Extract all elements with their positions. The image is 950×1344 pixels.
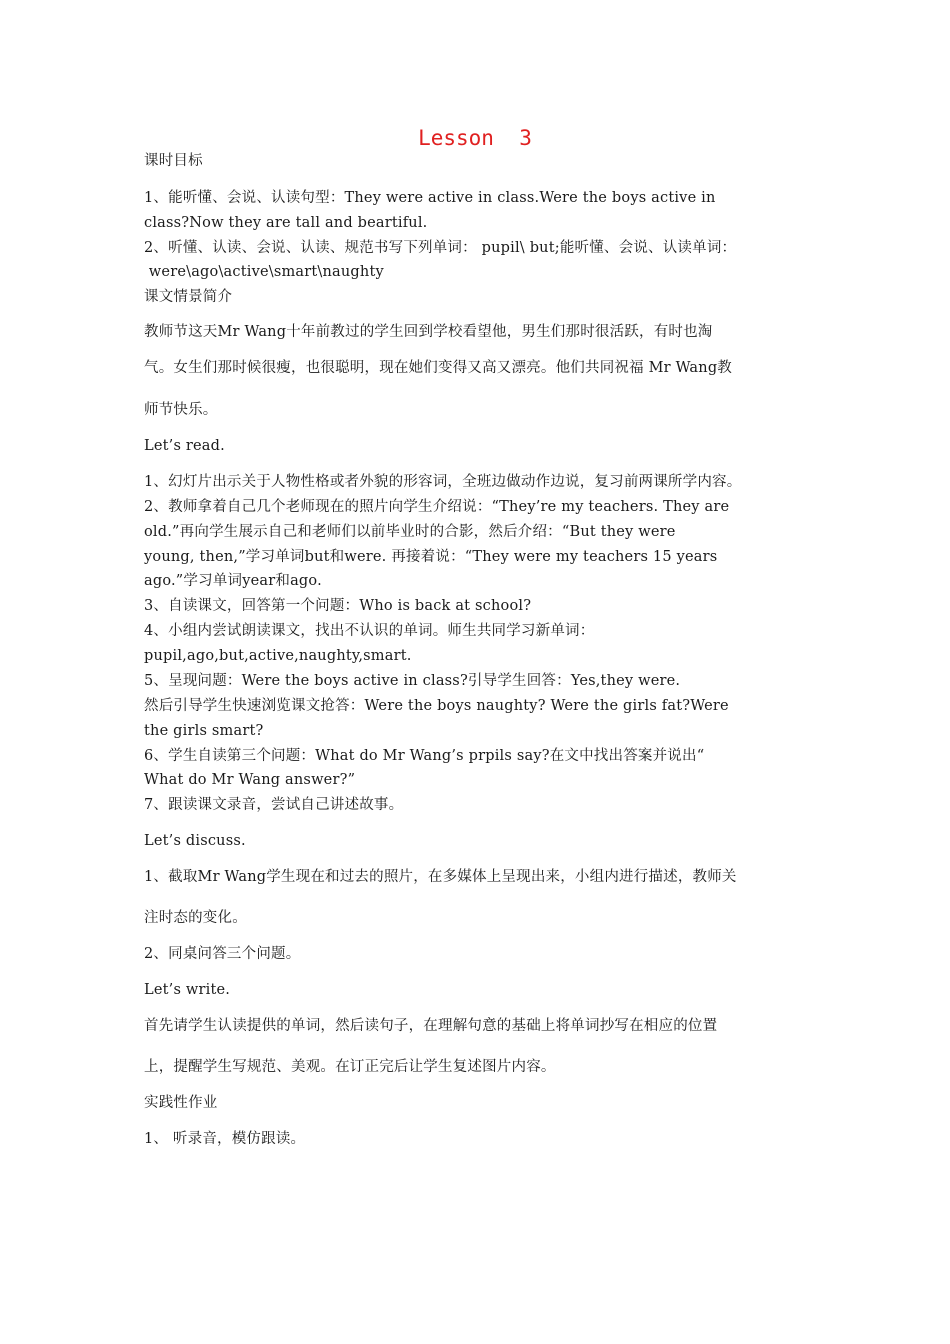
section-heading-discuss: Let’s discuss. <box>144 833 246 849</box>
read-step-line: 4、小组内尝试朗读课文，找出不认识的单词。师生共同学习新单词： <box>144 623 595 639</box>
section-heading-read: Let’s read. <box>144 438 225 454</box>
intro-line: 师节快乐。 <box>144 402 218 418</box>
objective-line: were\ago\active\smart\naughty <box>144 264 384 280</box>
objective-line: 1、能听懂、会说、认读句型：They were active in class.Were the boys active in <box>144 190 716 206</box>
read-step-line: 6、学生自读第三个问题：What do Mr Wang’s prpils say?在文中找出答案并说出“ <box>144 748 705 764</box>
section-heading-homework: 实践性作业 <box>144 1095 218 1111</box>
discuss-step-line: 1、截取Mr Wang学生现在和过去的照片，在多媒体上呈现出来，小组内进行描述，教师关 <box>144 869 737 885</box>
read-step-line: What do Mr Wang answer?” <box>144 772 356 788</box>
read-step-line: pupil,ago,but,active,naughty,smart. <box>144 648 412 664</box>
intro-line: 教师节这天Mr Wang十年前教过的学生回到学校看望他，男生们那时很活跃，有时也淘 <box>144 324 713 340</box>
homework-line: 1、 听录音，模仿跟读。 <box>144 1131 306 1147</box>
read-step-line: old.”再向学生展示自己和老师们以前毕业时的合影，然后介绍：“But they were <box>144 524 676 540</box>
objective-line: class?Now they are tall and beartiful. <box>144 215 428 231</box>
read-step-line: ago.”学习单词year和ago. <box>144 573 322 589</box>
read-step-line: 3、自读课文，回答第一个问题：Who is back at school? <box>144 598 532 614</box>
objective-line: 2、听懂、认读、会说、认读、规范书写下列单词： pupil\ but;能听懂、会说、认读单词： <box>144 240 737 256</box>
read-step-line: 然后引导学生快速浏览课文抢答：Were the boys naughty? Were the girls fat?Were <box>144 698 729 714</box>
read-step-line: 7、跟读课文录音，尝试自己讲述故事。 <box>144 797 404 813</box>
write-step-line: 首先请学生认读提供的单词，然后读句子，在理解句意的基础上将单词抄写在相应的位置 <box>144 1018 718 1034</box>
intro-line: 气。女生们那时候很瘦，也很聪明，现在她们变得又高又漂亮。他们共同祝福 Mr Wang教 <box>144 360 733 376</box>
read-step-line: the girls smart? <box>144 723 264 739</box>
read-step-line: young, then,”学习单词but和were. 再接着说：“They were my teachers 15 years <box>144 549 718 565</box>
read-step-line: 5、呈现问题：Were the boys active in class?引导学生回答：Yes,they were. <box>144 673 681 689</box>
discuss-step-line: 2、同桌问答三个问题。 <box>144 946 301 962</box>
section-heading-write: Let’s write. <box>144 982 231 998</box>
read-step-line: 1、幻灯片出示关于人物性格或者外貌的形容词，全班边做动作边说，复习前两课所学内容。 <box>144 474 742 490</box>
read-step-line: 2、教师拿着自己几个老师现在的照片向学生介绍说：“They’re my teachers. They are <box>144 499 730 515</box>
section-heading-intro: 课文情景简介 <box>144 289 233 305</box>
section-heading-objectives: 课时目标 <box>144 153 203 169</box>
discuss-step-line: 注时态的变化。 <box>144 910 247 926</box>
lesson-title: Lesson 3 <box>418 126 532 150</box>
write-step-line: 上，提醒学生写规范、美观。在订正完后让学生复述图片内容。 <box>144 1059 556 1075</box>
